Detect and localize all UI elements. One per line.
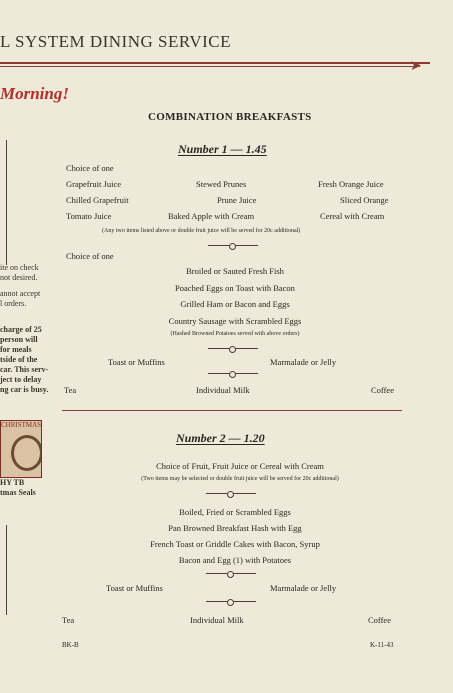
item: Choice of Fruit, Fruit Juice or Cereal with Cream xyxy=(156,461,324,471)
item: Tea xyxy=(62,615,75,625)
left-divider xyxy=(6,140,7,265)
menu-2-title: Number 2 — 1.20 xyxy=(176,431,265,445)
item: Pan Browned Breakfast Hash with Egg xyxy=(168,523,302,533)
item: Tomato Juice xyxy=(66,211,112,221)
print-code: K-11-43 xyxy=(370,641,394,649)
item: Tea xyxy=(64,385,77,395)
section-heading: COMBINATION BREAKFASTS xyxy=(148,111,312,123)
form-code: BK-B xyxy=(62,641,79,649)
side-note-2: annot accept l orders. xyxy=(0,289,41,308)
divider-ornament xyxy=(208,373,258,374)
item: Grapefruit Juice xyxy=(66,179,121,189)
side-note: (Hashed Browned Potatoes served with above orders) xyxy=(170,331,300,337)
item: Toast or Muffins xyxy=(108,357,165,367)
item: Individual Milk xyxy=(190,615,244,625)
page-header: L SYSTEM DINING SERVICE xyxy=(0,32,231,51)
item: Stewed Prunes xyxy=(196,179,247,189)
item: Grilled Ham or Bacon and Eggs xyxy=(180,299,290,309)
choice-label: Choice of one xyxy=(66,251,114,261)
arrow-ornament-icon: ➤ xyxy=(410,59,422,74)
divider-ornament xyxy=(208,245,258,246)
item: Prune Juice xyxy=(217,195,257,205)
item: Chilled Grapefruit xyxy=(66,195,129,205)
item: Bacon and Egg (1) with Potatoes xyxy=(178,555,292,565)
item: Baked Apple with Cream xyxy=(168,211,255,221)
greeting: Morning! xyxy=(0,84,69,103)
item: Coffee xyxy=(371,385,394,395)
header-rule-thin xyxy=(0,66,420,67)
section-rule xyxy=(62,410,402,411)
item: Individual Milk xyxy=(196,385,250,395)
side-note-1: ite on check not desired. xyxy=(0,263,39,282)
item: Fresh Orange Juice xyxy=(318,179,384,189)
item: Country Sausage with Scrambled Eggs xyxy=(168,316,302,326)
menu-1-title: Number 1 — 1.45 xyxy=(178,142,267,156)
divider-ornament xyxy=(206,601,256,602)
item: Coffee xyxy=(368,615,391,625)
header-rule xyxy=(0,62,430,64)
divider-ornament xyxy=(208,348,258,349)
item: Sliced Orange xyxy=(340,195,389,205)
item: Broiled or Sauted Fresh Fish xyxy=(186,266,284,276)
item: Marmalade or Jelly xyxy=(270,583,337,593)
item: Marmalade or Jelly xyxy=(270,357,337,367)
price-note: (Any two items listed above or double fruit juice will be served for 20c additional) xyxy=(102,228,301,234)
item: French Toast or Griddle Cakes with Bacon, Syrup xyxy=(150,539,320,549)
item: Toast or Muffins xyxy=(106,583,163,593)
christmas-seal-icon: CHRISTMAS xyxy=(0,420,42,478)
left-divider-lower xyxy=(6,525,7,615)
price-note: (Two items may be selected or double fruit juice will be served for 20c additional) xyxy=(141,476,339,482)
divider-ornament xyxy=(206,573,256,574)
seal-caption: HY TB tmas Seals xyxy=(0,478,36,497)
side-note-3: charge of 25 person will for meals tside of the car. This serv- ject to delay ng car is busy. xyxy=(0,325,49,394)
item: Boiled, Fried or Scrambled Eggs xyxy=(179,507,291,517)
divider-ornament xyxy=(206,493,256,494)
item: Cereal with Cream xyxy=(320,211,385,221)
item: Poached Eggs on Toast with Bacon xyxy=(175,283,295,293)
choice-label: Choice of one xyxy=(66,163,114,173)
